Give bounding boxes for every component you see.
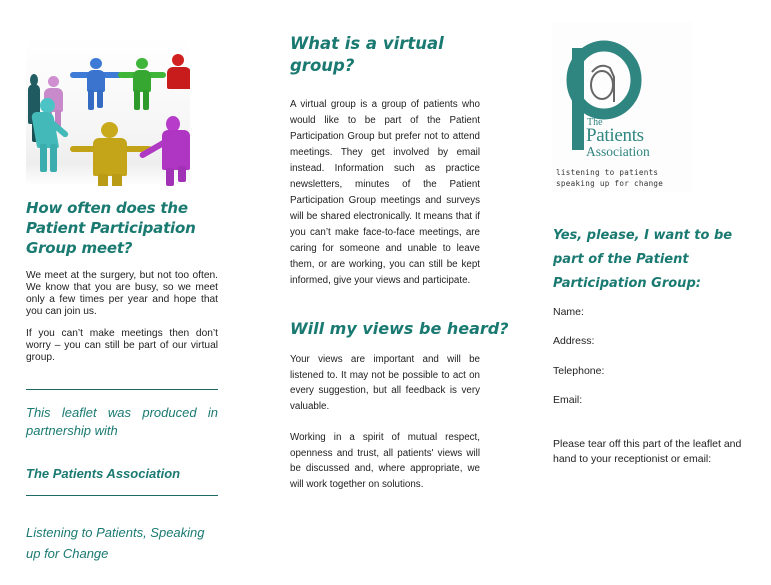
heading-virtual-group: What is a virtual group? bbox=[290, 34, 444, 75]
heading-views-heard: Will my views be heard? bbox=[290, 319, 509, 338]
email-field[interactable] bbox=[553, 394, 582, 407]
tear-off-instructions: Please tear off this part of the leaflet and hand to your receptionist or email: bbox=[553, 438, 742, 465]
telephone-field[interactable] bbox=[553, 365, 604, 378]
patients-association-logo bbox=[552, 22, 692, 192]
form-heading: Yes, please, I want to be part of the Patient Participation Group: bbox=[553, 228, 733, 291]
address-field[interactable] bbox=[553, 335, 594, 348]
logo-tagline-line2: speaking up for change bbox=[556, 179, 664, 188]
address-label: Address: bbox=[553, 335, 595, 347]
heading-how-often: How often does the Patient Participation Group meet? bbox=[26, 199, 196, 257]
virtual-group-note-text: If you can’t make meetings then don’t worry – you can still be part of our virtual group. bbox=[26, 328, 218, 363]
logo-patients-text: Patients bbox=[586, 125, 644, 146]
meeting-frequency-text: We meet at the surgery, but not too often. We know that you are busy, so we meet only a few times per year and hope that you can join us. bbox=[26, 270, 218, 317]
email-label: Email: bbox=[553, 394, 583, 406]
name-field[interactable] bbox=[553, 306, 584, 319]
virtual-group-text: A virtual group is a group of patients who would like to be part of the Patient Participation Group but prefer not to attend meetings. They get involved by email instead. Information such as practice newsletters, minutes of the Patient Participation Group meetings and surveys will be shared electronically. It means that if you can’t make face-to-face meetings, are caring for someone and unable to leave them, or are working, you can still be kept informed, give your views and participate. bbox=[290, 99, 480, 286]
logo-tagline-line1: listening to patients bbox=[556, 168, 659, 177]
partner-name: The Patients Association bbox=[26, 466, 181, 481]
logo-the-text: The bbox=[587, 117, 603, 128]
divider-bottom bbox=[26, 495, 218, 496]
tagline-text: Listening to Patients, Speaking up for Change bbox=[26, 525, 205, 561]
partnership-text: This leaflet was produced in partnership with bbox=[26, 405, 218, 438]
mutual-respect-text: Working in a spirit of mutual respect, openness and trust, all patients' views will be discussed and, where appropriate, we will work together on solutions. bbox=[290, 432, 480, 491]
telephone-label: Telephone: bbox=[553, 365, 605, 377]
logo-tagline bbox=[556, 167, 663, 189]
logo-association-text: Association bbox=[586, 144, 650, 159]
divider-top bbox=[26, 389, 218, 390]
people-circle-illustration bbox=[26, 38, 190, 186]
name-label: Name: bbox=[553, 306, 584, 318]
views-important-text: Your views are important and will be listened to. It may not be possible to act on every suggestion, but all feedback is very valuable. bbox=[290, 354, 480, 413]
